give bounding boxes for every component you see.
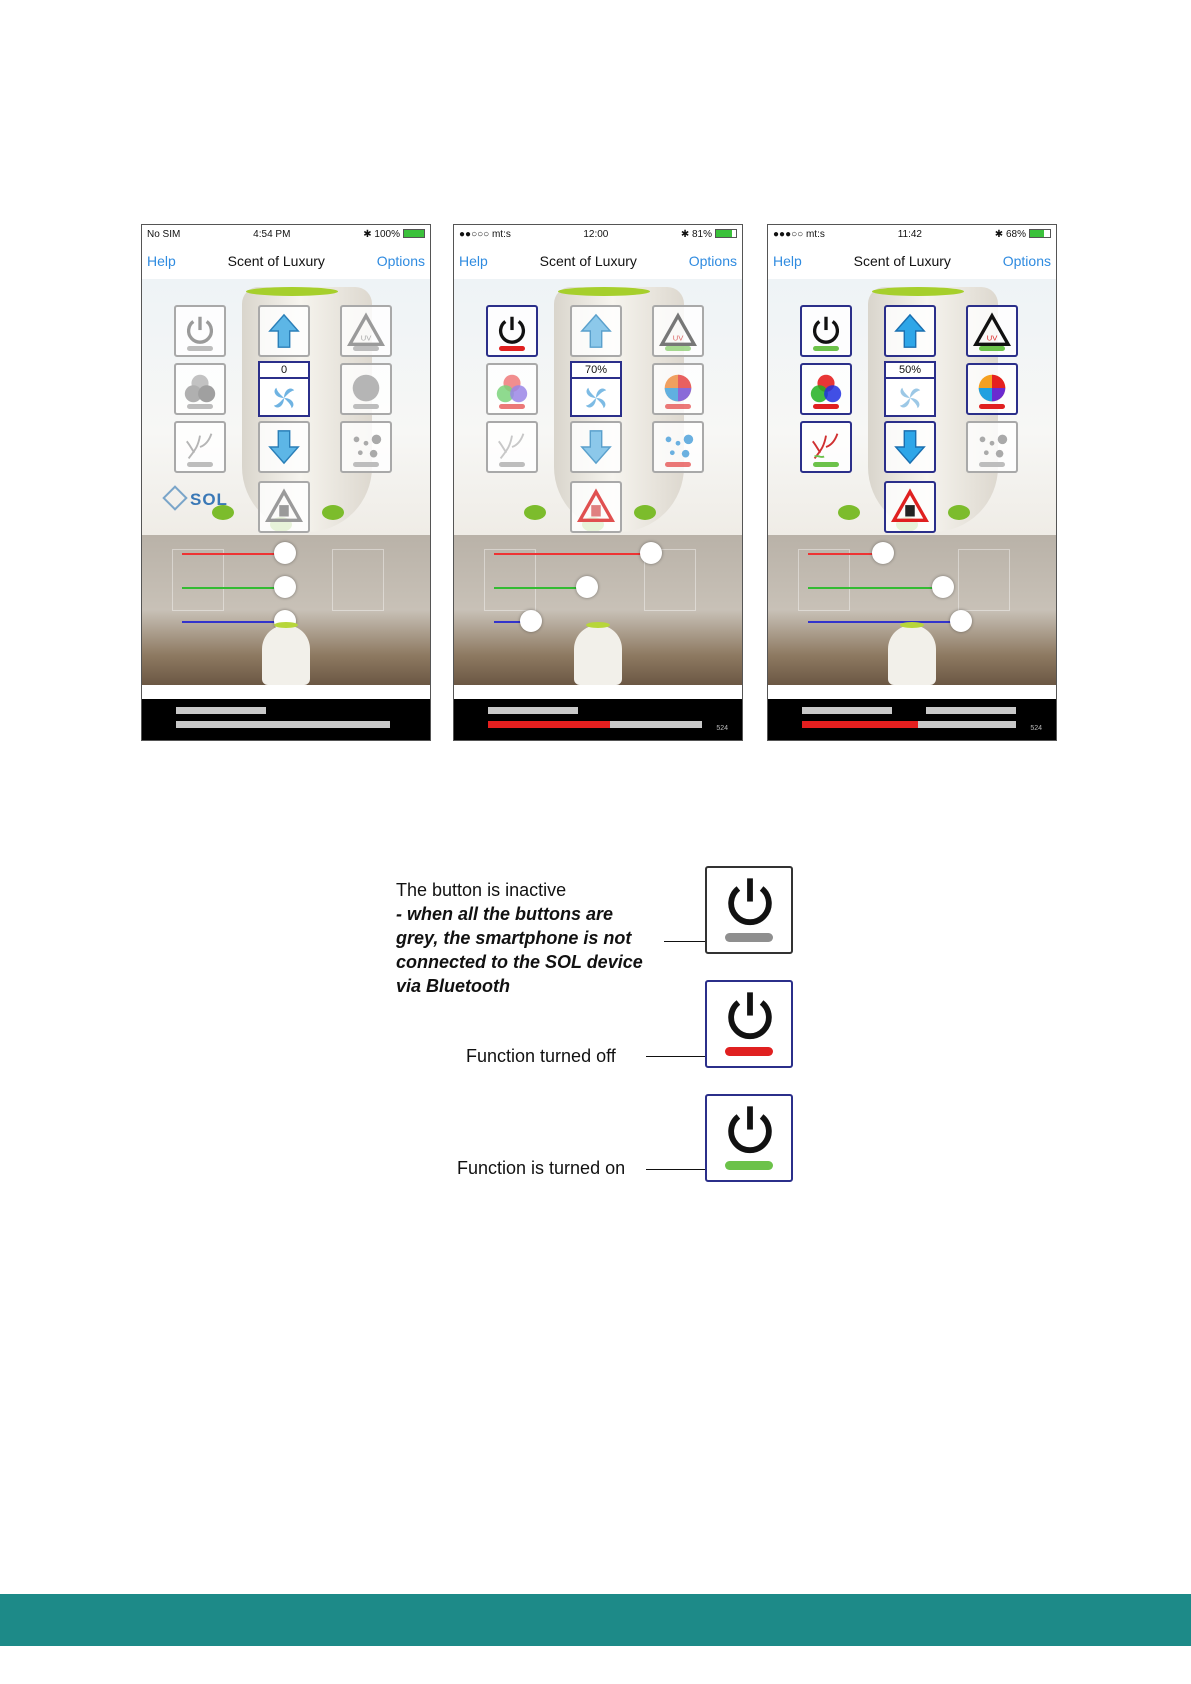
power-icon xyxy=(493,312,531,350)
app-title: Scent of Luxury xyxy=(853,253,951,269)
svg-text:UV: UV xyxy=(986,333,998,343)
clock: 4:54 PM xyxy=(253,228,291,240)
diffuser-photo xyxy=(888,625,936,685)
nav-bar xyxy=(768,243,1056,279)
aroma-button[interactable] xyxy=(486,421,538,473)
page-footer-band xyxy=(0,1594,1191,1646)
red-slider-knob[interactable] xyxy=(274,542,296,564)
progress-bar xyxy=(488,707,578,714)
arrow-down-icon xyxy=(891,428,929,466)
state-bar xyxy=(187,346,213,351)
uv-button[interactable] xyxy=(652,305,704,357)
color-wheel-icon xyxy=(659,370,697,408)
fan-up-button[interactable] xyxy=(258,305,310,357)
level-bar xyxy=(488,721,702,728)
color-wheel-button[interactable] xyxy=(966,363,1018,415)
help-link[interactable]: Help xyxy=(773,253,802,269)
refill-warning-icon xyxy=(891,488,929,526)
fan-speed-display xyxy=(258,361,310,417)
on-label: Function is turned on xyxy=(457,1158,626,1178)
uv-warning-icon xyxy=(659,312,697,350)
bluetooth-icon: ✱ xyxy=(994,228,1006,240)
diffuser-hole xyxy=(322,505,344,520)
diffuser-top xyxy=(558,287,650,296)
aroma-button[interactable] xyxy=(800,421,852,473)
status-bar xyxy=(454,225,742,243)
green-slider-knob[interactable] xyxy=(274,576,296,598)
help-link[interactable]: Help xyxy=(147,253,176,269)
refill-warning-button[interactable] xyxy=(258,481,310,533)
green-slider-track xyxy=(182,587,282,589)
phone-screenshot-2 xyxy=(453,224,743,741)
power-button[interactable] xyxy=(800,305,852,357)
humidifier-button[interactable] xyxy=(340,421,392,473)
fan-up-button[interactable] xyxy=(884,305,936,357)
color-wheel-icon xyxy=(347,370,385,408)
power-button[interactable] xyxy=(174,305,226,357)
inactive-note-line: connected to the SOL device xyxy=(396,952,643,972)
state-bar xyxy=(353,462,379,467)
color-mix-button[interactable] xyxy=(174,363,226,415)
color-wheel-icon xyxy=(973,370,1011,408)
plant-icon xyxy=(181,428,219,466)
uv-button[interactable] xyxy=(340,305,392,357)
state-bar xyxy=(979,462,1005,467)
plant-icon xyxy=(807,428,845,466)
state-bar xyxy=(187,404,213,409)
control-area xyxy=(454,279,742,535)
status-bar xyxy=(142,225,430,243)
state-bar-on xyxy=(813,346,839,351)
arrow-up-icon xyxy=(265,312,303,350)
state-bar xyxy=(353,404,379,409)
progress-bar xyxy=(176,707,266,714)
refill-warning-button[interactable] xyxy=(884,481,936,533)
blue-slider-knob[interactable] xyxy=(950,610,972,632)
blue-slider-track xyxy=(808,621,958,623)
fan-icon xyxy=(267,381,301,415)
app-title: Scent of Luxury xyxy=(227,253,325,269)
diffuser-hole xyxy=(524,505,546,520)
off-bar xyxy=(725,1047,773,1056)
clock: 12:00 xyxy=(583,228,609,240)
refill-warning-button[interactable] xyxy=(570,481,622,533)
state-bar-on xyxy=(813,462,839,467)
on-power-button-example xyxy=(705,1094,793,1182)
inactive-note-line: grey, the smartphone is not xyxy=(396,928,632,948)
fan-speed-display xyxy=(884,361,936,417)
power-icon xyxy=(807,312,845,350)
bubbles-icon xyxy=(973,428,1011,466)
red-slider-track xyxy=(182,553,282,555)
power-icon xyxy=(721,1102,779,1160)
power-icon xyxy=(181,312,219,350)
state-bar-off xyxy=(499,346,525,351)
humidifier-button[interactable] xyxy=(652,421,704,473)
power-icon xyxy=(721,988,779,1046)
power-icon xyxy=(721,874,779,932)
level-bar xyxy=(802,721,1016,728)
rgb-circles-icon xyxy=(181,370,219,408)
inactive-arrow xyxy=(664,941,706,942)
inactive-note-line: - when all the buttons are xyxy=(396,904,614,924)
diffuser-hole xyxy=(838,505,860,520)
fan-up-button[interactable] xyxy=(570,305,622,357)
fan-speed-display xyxy=(570,361,622,417)
nav-bar xyxy=(142,243,430,279)
fan-down-button[interactable] xyxy=(884,421,936,473)
power-button[interactable] xyxy=(486,305,538,357)
svg-text:UV: UV xyxy=(672,333,684,343)
blue-slider-track xyxy=(182,621,282,623)
fan-speed-value: 70% xyxy=(572,363,620,379)
refill-warning-icon xyxy=(577,488,615,526)
state-bar-on xyxy=(665,346,691,351)
arrow-up-icon xyxy=(577,312,615,350)
color-mix-button[interactable] xyxy=(800,363,852,415)
battery-indicator: ✱ 81% xyxy=(681,229,737,240)
diffuser-hole xyxy=(948,505,970,520)
carrier: ●●○○○ mt:s xyxy=(459,228,511,240)
battery-indicator: ✱ 68% xyxy=(995,229,1051,240)
state-bar-off xyxy=(665,462,691,467)
inactive-description xyxy=(396,878,643,998)
progress-bar xyxy=(926,707,1016,714)
refill-warning-icon xyxy=(265,488,303,526)
blue-slider-knob[interactable] xyxy=(520,610,542,632)
green-slider-knob[interactable] xyxy=(932,576,954,598)
phone-screenshot-3 xyxy=(767,224,1057,741)
red-slider-knob[interactable] xyxy=(640,542,662,564)
sol-logo: SOL xyxy=(166,489,228,510)
bottom-bar xyxy=(454,699,742,740)
fan-icon xyxy=(893,381,927,415)
control-area xyxy=(142,279,430,535)
level-readout: 524 xyxy=(716,725,728,732)
level-readout: 524 xyxy=(1030,725,1042,732)
red-slider-knob[interactable] xyxy=(872,542,894,564)
color-wheel-button[interactable] xyxy=(652,363,704,415)
battery-icon xyxy=(403,229,425,238)
diffuser-hole xyxy=(634,505,656,520)
fan-down-button[interactable] xyxy=(570,421,622,473)
state-bar xyxy=(187,462,213,467)
state-bar-off xyxy=(813,404,839,409)
room-background xyxy=(454,535,742,685)
state-bar xyxy=(353,346,379,351)
aroma-button[interactable] xyxy=(174,421,226,473)
battery-icon xyxy=(1029,229,1051,238)
diffuser-photo xyxy=(262,625,310,685)
help-link[interactable]: Help xyxy=(459,253,488,269)
nav-bar xyxy=(454,243,742,279)
green-slider-knob[interactable] xyxy=(576,576,598,598)
bubbles-icon xyxy=(659,428,697,466)
plant-icon xyxy=(493,428,531,466)
progress-bar xyxy=(176,721,390,728)
bottom-bar xyxy=(768,699,1056,740)
control-area xyxy=(768,279,1056,535)
inactive-title: The button is inactive xyxy=(396,880,567,900)
fan-icon xyxy=(579,381,613,415)
progress-bar xyxy=(802,707,892,714)
humidifier-button[interactable] xyxy=(966,421,1018,473)
off-arrow xyxy=(646,1056,706,1057)
inactive-bar xyxy=(725,933,773,942)
arrow-up-icon xyxy=(891,312,929,350)
phone-screenshot-1 xyxy=(141,224,431,741)
app-title: Scent of Luxury xyxy=(539,253,637,269)
diffuser-top xyxy=(872,287,964,296)
status-bar xyxy=(768,225,1056,243)
bluetooth-icon: ✱ xyxy=(363,228,375,240)
color-mix-button[interactable] xyxy=(486,363,538,415)
uv-button[interactable] xyxy=(966,305,1018,357)
fan-speed-value: 0 xyxy=(260,363,308,379)
fan-speed-value: 50% xyxy=(886,363,934,379)
rgb-circles-icon xyxy=(807,370,845,408)
options-link[interactable]: Options xyxy=(1002,253,1051,269)
color-wheel-button[interactable] xyxy=(340,363,392,415)
clock: 11:42 xyxy=(897,228,922,240)
room-background xyxy=(142,535,430,685)
state-bar xyxy=(499,462,525,467)
room-background xyxy=(768,535,1056,685)
inactive-note-line: via Bluetooth xyxy=(396,976,511,996)
inactive-power-button-example xyxy=(705,866,793,954)
arrow-down-icon xyxy=(577,428,615,466)
rgb-circles-icon xyxy=(493,370,531,408)
diffuser-photo xyxy=(574,625,622,685)
off-label: Function turned off xyxy=(466,1046,616,1066)
red-slider-track xyxy=(494,553,654,555)
diffuser-top xyxy=(246,287,338,296)
bottom-bar xyxy=(142,699,430,740)
green-slider-track xyxy=(808,587,940,589)
arrow-down-icon xyxy=(265,428,303,466)
bubbles-icon xyxy=(347,428,385,466)
uv-warning-icon xyxy=(347,312,385,350)
off-power-button-example xyxy=(705,980,793,1068)
green-slider-track xyxy=(494,587,584,589)
state-bar-off xyxy=(499,404,525,409)
fan-down-button[interactable] xyxy=(258,421,310,473)
red-slider-track xyxy=(808,553,880,555)
on-arrow xyxy=(646,1169,706,1170)
battery-indicator: ✱ 100% xyxy=(363,229,425,240)
state-bar-off xyxy=(665,404,691,409)
carrier: ●●●○○ mt:s xyxy=(773,228,825,240)
state-bar-off xyxy=(979,404,1005,409)
carrier: No SIM xyxy=(147,228,181,240)
state-bar-on xyxy=(979,346,1005,351)
on-bar xyxy=(725,1161,773,1170)
options-link[interactable]: Options xyxy=(376,253,425,269)
battery-icon xyxy=(715,229,737,238)
svg-text:UV: UV xyxy=(360,333,372,343)
options-link[interactable]: Options xyxy=(688,253,737,269)
bluetooth-icon: ✱ xyxy=(680,228,692,240)
uv-warning-icon xyxy=(973,312,1011,350)
